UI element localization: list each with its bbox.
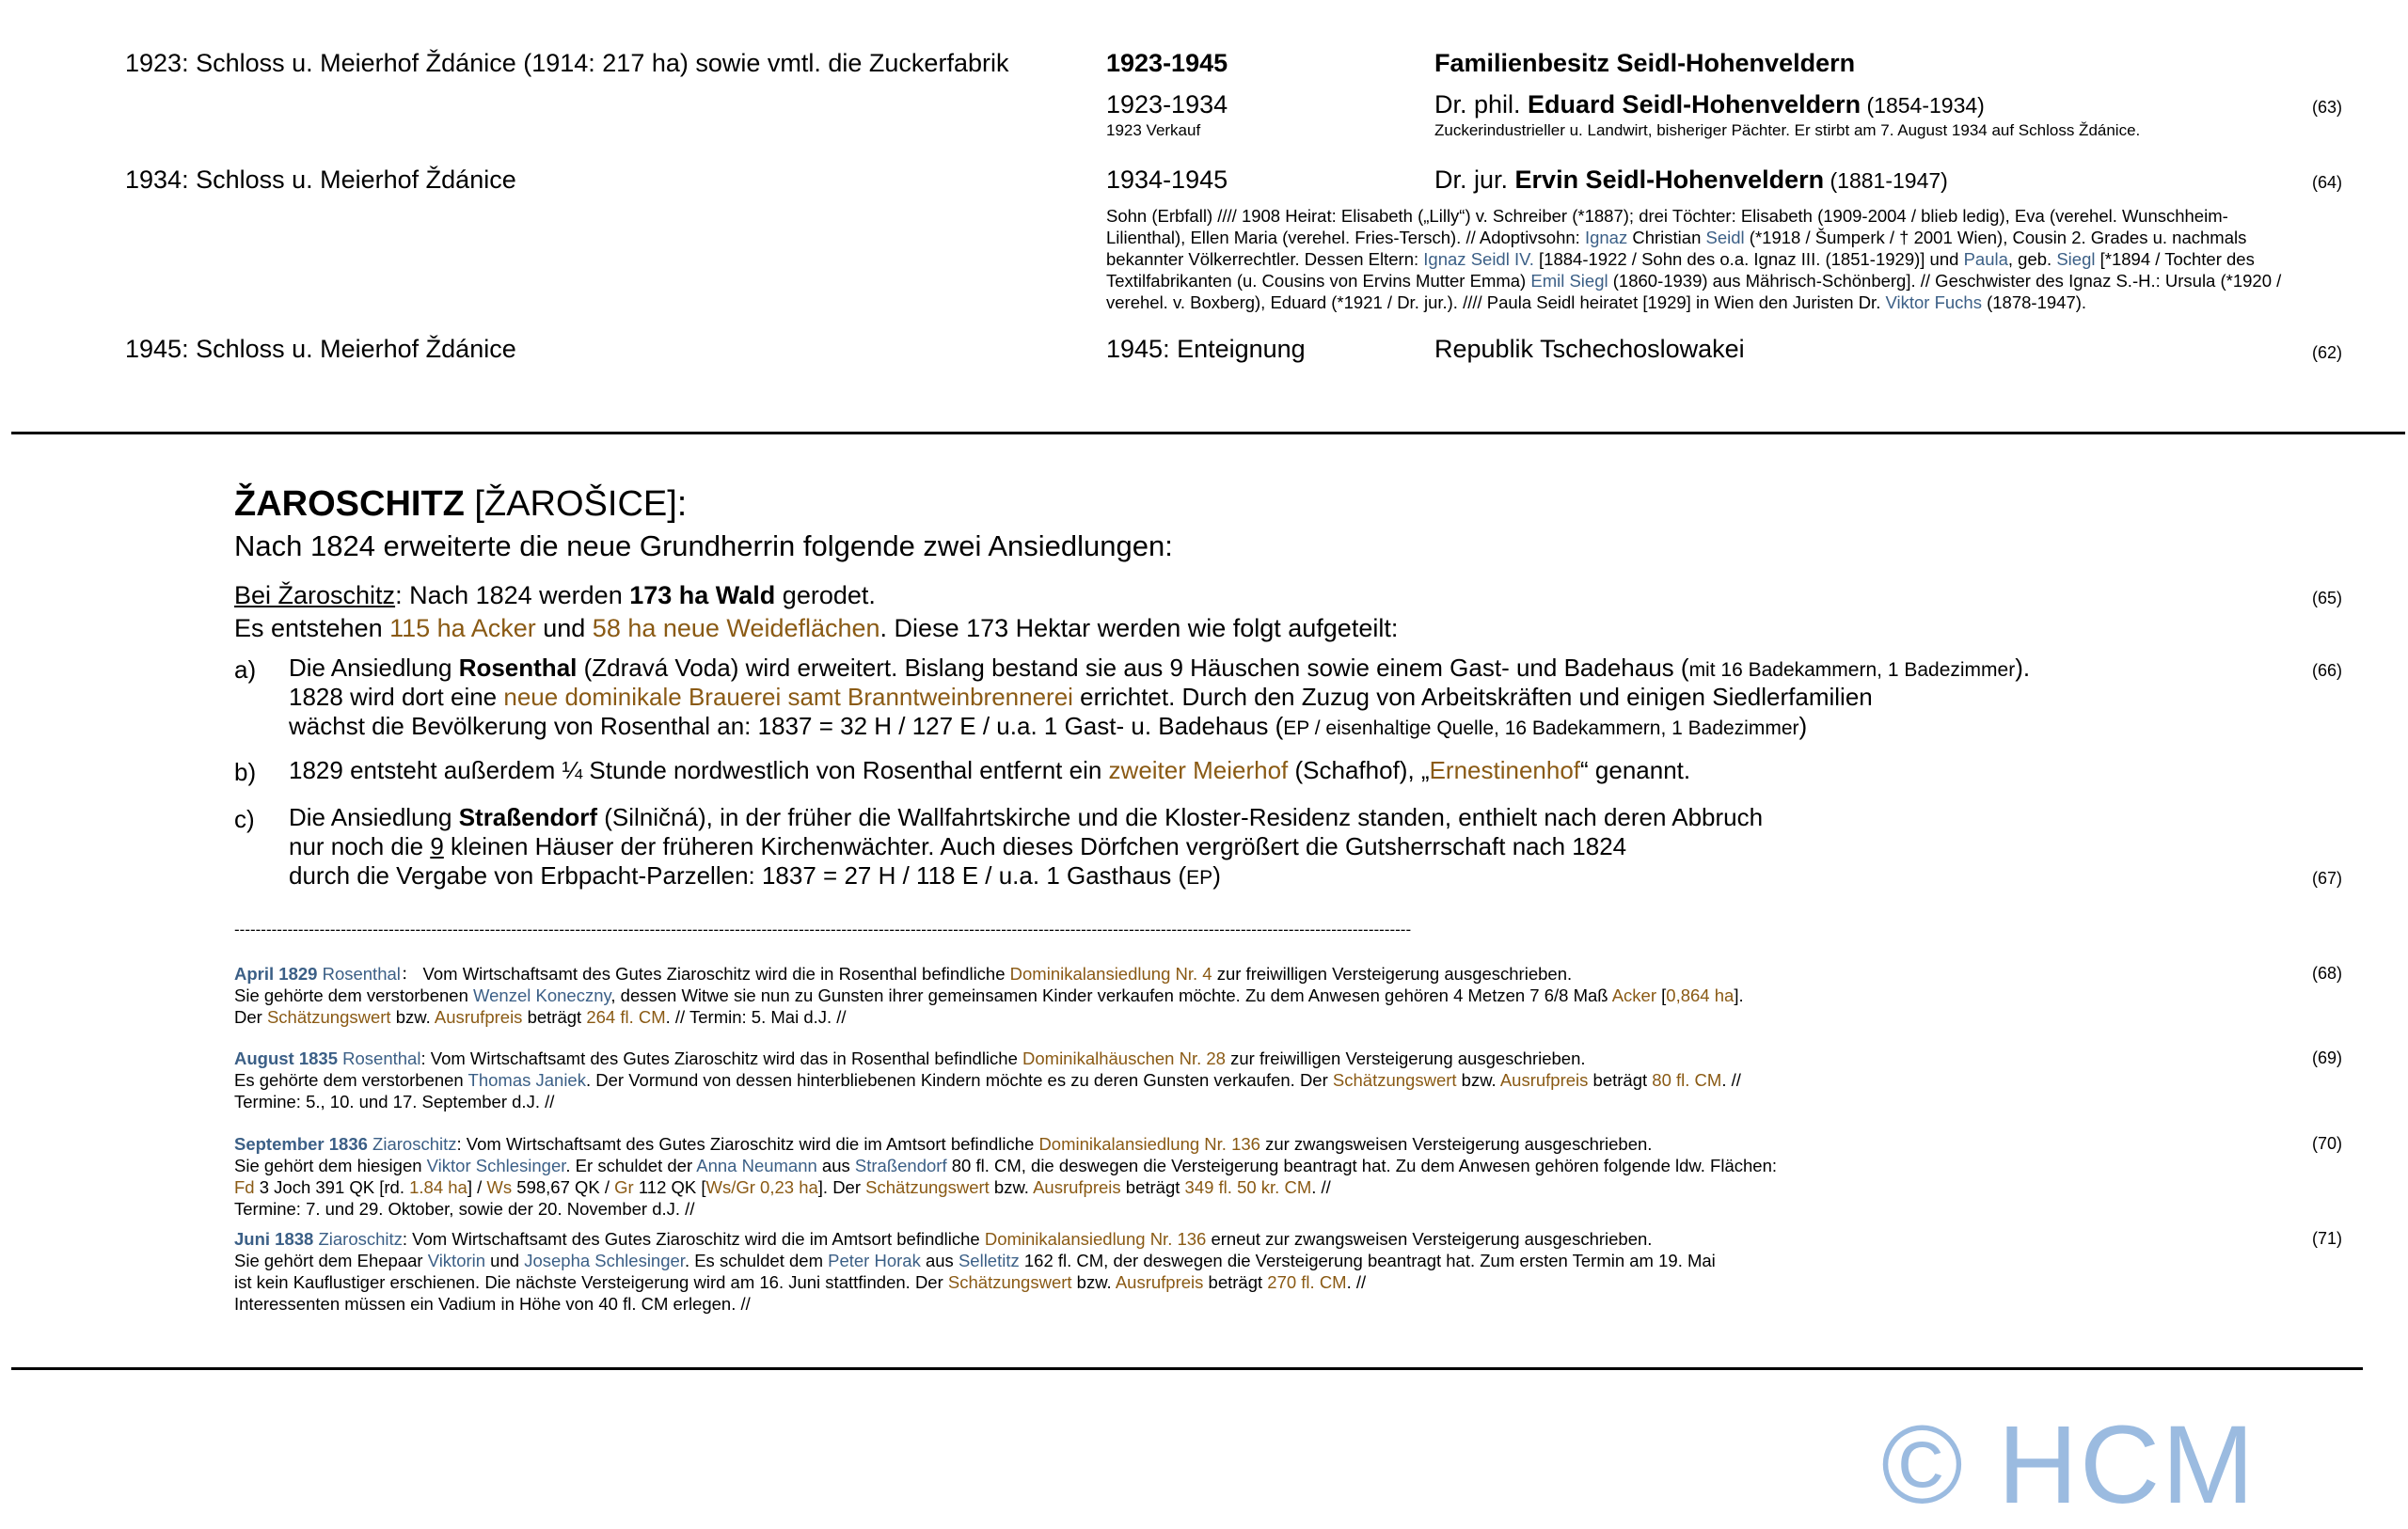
entry-ref: (71) [2311,1229,2342,1248]
item-b-line1: 1829 entsteht außerdem ¼ Stunde nordwestlich von Rosenthal entfernt ein zweiter Meierhof (Schafhof), „Ernestinenhof“ genannt. [289,756,1691,784]
row1-left-text: 1923: Schloss u. Meierhof Ždánice (1914: 217 ha) sowie vmtl. die Zuckerfabrik [125,49,1009,77]
ref-63: (63) [2311,98,2342,117]
entry-line: Der Schätzungswert bzw. Ausrufpreis beträgt 264 fl. CM. // Termin: 5. Mai d.J. // [234,1007,847,1027]
entry-ref: (69) [2311,1048,2342,1067]
subrow1-owner-note: Zuckerindustrieller u. Landwirt, bisheriger Pächter. Er stirbt am 7. August 1934 auf Schloss Ždánice. [1434,121,2141,139]
entry-line: Sie gehört dem hiesigen Viktor Schlesinger. Er schuldet der Anna Neumann aus Straßendorf 80 fl. CM, die deswegen die Versteigerung beantragt hat. Zu dem Anwesen gehören folgende ldw. Flächen: [234,1156,1777,1175]
entry-line: September 1836 Ziaroschitz: Vom Wirtschaftsamt des Gutes Ziaroschitz wird die im Amtsort befindliche Dominikalansiedlung Nr. 136 zur zwangsweisen Versteigerung ausgeschrieben. [234,1134,1653,1154]
entry-line: Fd 3 Joch 391 QK [rd. 1.84 ha] / Ws 598,67 QK / Gr 112 QK [Ws/Gr 0,23 ha]. Der Schätzungswert bzw. Ausrufpreis beträgt 349 fl. 50 kr. CM. // [234,1177,1331,1197]
row3-left-text: 1945: Schloss u. Meierhof Ždánice [125,335,516,363]
entry-line: Sie gehörte dem verstorbenen Wenzel Koneczny, dessen Witwe sie nun zu Gunsten ihrer gemeinsamen Kinder verkaufen möchte. Zu dem Anwesen gehören 4 Metzen 7 6/8 Maß Acker [0,864 ha]. [234,985,1744,1005]
subrow1-period: 1923-1934 [1106,90,1228,118]
item-c-label: c) [234,805,255,833]
ref-62: (62) [2311,343,2342,362]
paragraph-aufteilung: Es entstehen 115 ha Acker und 58 ha neue Weideflächen. Diese 173 Hektar werden wie folgt aufgeteilt: [234,614,1399,642]
paragraph-rodung: Bei Žaroschitz: Nach 1824 werden 173 ha Wald gerodet. [234,581,876,609]
divider-bottom [11,1367,2363,1370]
row3-period: 1945: Enteignung [1106,335,1306,363]
subrow1-period-note: 1923 Verkauf [1106,121,1201,139]
entry-line: ist kein Kauflustiger erschienen. Die nächste Versteigerung wird am 16. Juni stattfinden. Der Schätzungswert bzw. Ausrufpreis beträgt 270 fl. CM. // [234,1272,1367,1292]
ref-64: (64) [2311,173,2342,192]
entry-ref: (70) [2311,1134,2342,1153]
section-subtitle: Nach 1824 erweiterte die neue Grundherrin folgende zwei Ansiedlungen: [234,529,1173,562]
item-c-line1: Die Ansiedlung Straßendorf (Silničná), in der früher die Wallfahrtskirche und die Kloster-Residenz standen, enthielt nach deren Abbruch [289,803,1764,831]
entry-line: Termine: 5., 10. und 17. September d.J. // [234,1092,555,1111]
item-c-line2: nur noch die 9 kleinen Häuser der früheren Kirchenwächter. Auch dieses Dörfchen vergrößert die Gutsherrschaft nach 1824 [289,832,1627,860]
ref-66: (66) [2311,661,2342,680]
row2-family-note: Sohn (Erbfall) //// 1908 Heirat: Elisabeth („Lilly“) v. Schreiber (*1887); drei Töchter: Elisabeth (1909-2004 / blieb ledig), Eva (verehel. Wunschheim-Lilienthal), Ellen Maria (verehel. Fries-Tersch). // Adoptivsohn: Ignaz Christian Seidl (*1918 / Šumperk / † 2001 Wien), Cousin 2. Grades u. nachmals bekannter Völkerrechtler. Dessen Eltern: Ignaz Seidl IV. [1884-1922 / Sohn des o.a. Ignaz III. (1851-1929)] und Paula, geb. Siegl [*1894 / Tochter des Textilfabrikanten (u. Cousins von Ervins Mutter Emma) Emil Siegl (1860-1939) aus Mährisch-Schönberg]. // Geschwister des Ignaz S.-H.: Ursula (*1920 / verehel. v. Boxberg), Eduard (*1921 / Dr. jur.). //// Paula Seidl heiratet [1929] in Wien den Juristen Dr. Viktor Fuchs (1878-1947). [1106,206,2282,312]
row3-owner: Republik Tschechoslowakei [1434,335,1745,363]
item-a-line2: 1828 wird dort eine neue dominikale Brauerei samt Branntweinbrennerei errichtet. Durch den Zuzug von Arbeitskräften und einigen Siedlerfamilien [289,683,1873,711]
row1-owner: Familienbesitz Seidl-Hohenveldern [1434,49,1856,77]
entry-line: Es gehörte dem verstorbenen Thomas Janiek. Der Vormund von dessen hinterbliebenen Kindern möchte es zu deren Gunsten verkaufen. Der Schätzungswert bzw. Ausrufpreis beträgt 80 fl. CM. // [234,1070,1741,1090]
entry-line: Sie gehört dem Ehepaar Viktorin und Josepha Schlesinger. Es schuldet dem Peter Horak aus Selletitz 162 fl. CM, der deswegen die Versteigerung beantragt hat. Zum ersten Termin am 19. Mai [234,1251,1716,1270]
item-a-line1: Die Ansiedlung Rosenthal (Zdravá Voda) wird erweitert. Bislang bestand sie aus 9 Häuschen sowie einem Gast- und Badehaus (mit 16 Badekammern, 1 Badezimmer). [289,654,2031,682]
subrow1-owner: Dr. phil. Eduard Seidl-Hohenveldern (1854-1934) [1434,90,1985,118]
entry-line: August 1835 Rosenthal: Vom Wirtschaftsamt des Gutes Ziaroschitz wird das in Rosenthal befindliche Dominikalhäuschen Nr. 28 zur freiwilligen Versteigerung ausgeschrieben. [234,1048,1586,1068]
ref-65: (65) [2311,589,2342,607]
entry-line: Interessenten müssen ein Vadium in Höhe von 40 fl. CM erlegen. // [234,1294,751,1314]
row1-period: 1923-1945 [1106,49,1228,77]
entry-line: Termine: 7. und 29. Oktober, sowie der 20. November d.J. // [234,1199,695,1219]
divider-top [11,432,2405,434]
item-b-label: b) [234,758,257,786]
item-a-label: a) [234,655,257,684]
dash-separator: ----------------------------------------------------------------------------------------------------------------------------------------------------------------------------------------------------------------------------- [234,921,1412,938]
section-title: ŽAROSCHITZ [ŽAROŠICE]: [234,484,688,524]
item-c-line3: durch die Vergabe von Erbpacht-Parzellen: 1837 = 27 H / 118 E / u.a. 1 Gasthaus (EP) [289,861,1221,890]
row2-owner: Dr. jur. Ervin Seidl-Hohenveldern (1881-1947) [1434,166,1948,194]
entry-line: April 1829 Rosenthal： Vom Wirtschaftsamt des Gutes Ziaroschitz wird die in Rosenthal befindliche Dominikalansiedlung Nr. 4 zur freiwilligen Versteigerung ausgeschrieben. [234,964,1573,984]
ref-67: (67) [2311,869,2342,888]
copyright-watermark: © HCM [1881,1403,2257,1527]
item-a-line3: wächst die Bevölkerung von Rosenthal an: 1837 = 32 H / 127 E / u.a. 1 Gast- u. Badehaus (EP / eisenhaltige Quelle, 16 Badekammern, 1 Badezimmer) [289,712,1808,740]
entry-line: Juni 1838 Ziaroschitz: Vom Wirtschaftsamt des Gutes Ziaroschitz wird die im Amtsort befindliche Dominikalansiedlung Nr. 136 erneut zur zwangsweisen Versteigerung ausgeschrieben. [234,1229,1653,1249]
entry-ref: (68) [2311,964,2342,983]
row2-left-text: 1934: Schloss u. Meierhof Ždánice [125,166,516,194]
row2-period: 1934-1945 [1106,166,1228,194]
